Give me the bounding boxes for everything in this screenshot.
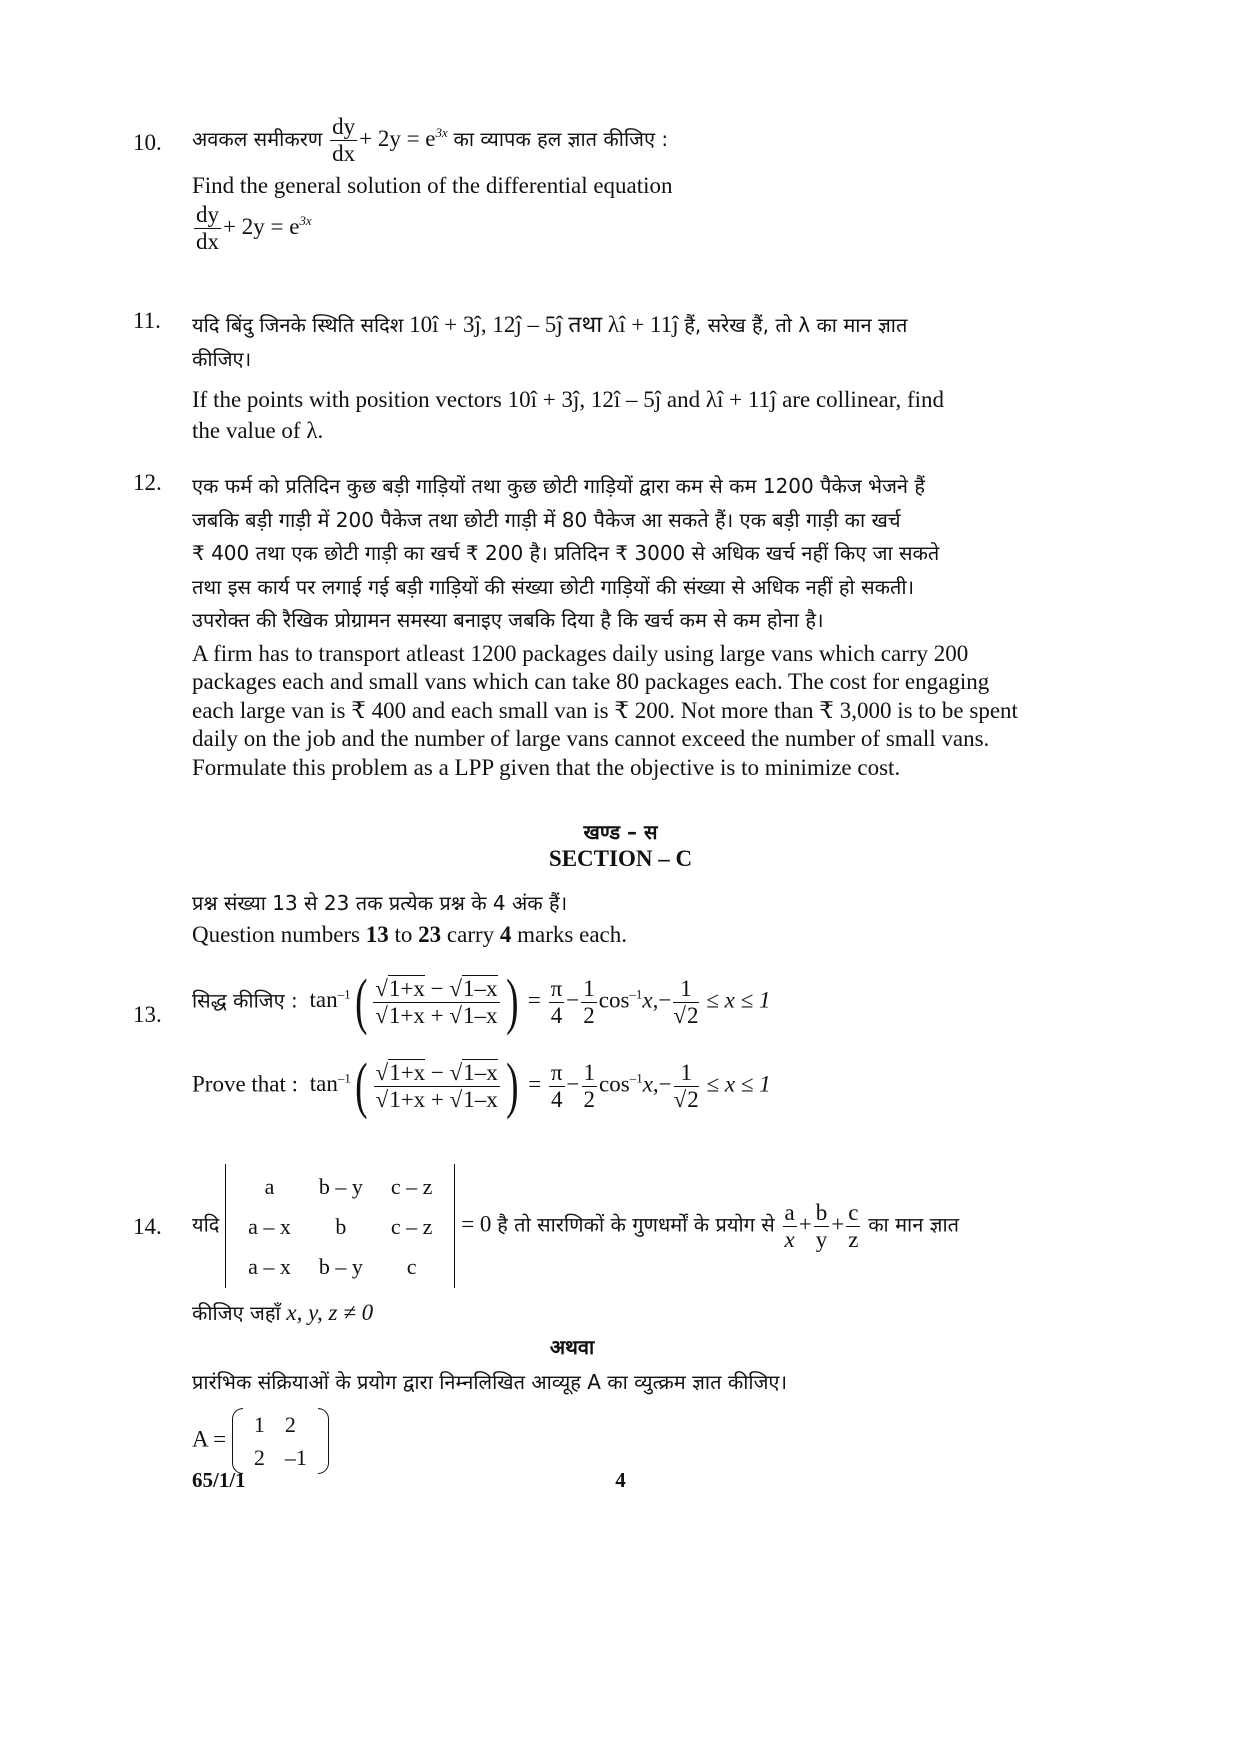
section-title: SECTION – C	[548, 846, 693, 871]
q11-english-line-2: the value of λ.	[192, 418, 324, 443]
q12-hindi-line: तथा इस कार्य पर लगाई गई बड़ी गाड़ियों की संख्या छोटी गाड़ियों की संख्या से अधिक नहीं हो सकती।	[192, 574, 915, 599]
q12-english-line: each large van is ₹ 400 and each small van is ₹ 200. Not more than ₹ 3,000 is to be spent	[192, 697, 1018, 723]
q12-hindi-line: एक फर्म को प्रतिदिन कुछ बड़ी गाड़ियों तथा कुछ छोटी गाड़ियों द्वारा कम से कम 1200 पैकेज भेजने हैं	[192, 474, 925, 498]
matrix-a: A = 1 2 2 –1	[192, 1408, 1052, 1474]
q12-english-line: daily on the job and the number of large vans cannot exceed the number of small vans.	[192, 726, 990, 751]
q11-hindi-line-2: कीजिए।	[192, 347, 252, 371]
q11-english-line-1: If the points with position vectors 10î + 3ĵ, 12î – 5ĵ and λî + 11ĵ are collinear, find	[192, 387, 945, 412]
q12-english-line: A firm has to transport atleast 1200 packages daily using large vans which carry 200	[192, 640, 969, 666]
marks-note-hindi: प्रश्न संख्या 13 से 23 तक प्रत्येक प्रश्न के 4 अंक हैं।	[192, 891, 568, 915]
q13-english-equation: Prove that : $\tan^{-1}$( $\frac{√1+x - √1-x}{√1+x + √1-x}$ ) = $\frac{\pi}{4}$ − $\frac{1}{2}$ $\cos^{-1}x,-$ $\frac{1}{√2}$ ≤ x ≤ 1	[192, 1052, 771, 1120]
question-number: 12.	[133, 470, 162, 495]
q10-equation: $\frac{dy}{dx}$ + $2y = e^{3x}$	[196, 202, 312, 254]
q12-english-line: Formulate this problem as a LPP given that the objective is to minimize cost.	[192, 754, 901, 780]
q12-hindi-line: जबकि बड़ी गाड़ी में 200 पैकेज तथा छोटी गाड़ी में 80 पैकेज आ सकते हैं। एक बड़ी गाड़ी का खर्च	[192, 507, 901, 532]
frac-den: dx	[332, 141, 356, 166]
question-number: 13.	[133, 1002, 162, 1027]
paper-code: 65/1/1	[192, 1468, 246, 1492]
question-number: 14.	[133, 1214, 162, 1239]
q12-english-line: packages each and small vans which can take 80 packages each. The cost for engaging	[192, 669, 990, 694]
section-title-hindi: खण्ड – स	[583, 820, 658, 844]
determinant: a b – y c – z a – x b c – z a – x b – y c	[225, 1164, 455, 1288]
q10-english-line: Find the general solution of the differential equation	[192, 173, 673, 198]
q13-hindi-equation: सिद्ध कीजिए : $\tan^{-1}$( $\frac{√1+x - √1-x}{√1+x + √1-x}$ ) = $\frac{\pi}{4}$ − $\frac{1}{2}$ $\cos^{-1}x,-$ $\frac{1}{√2}$ ≤ x ≤ 1	[192, 968, 771, 1036]
q14-determinant-line: यदि a b – y c – z a – x b c – z a – x b – y c = 0 है तो सारणिकों के गुणधर्मों के प्रयोग से $\frac{a}{x}$ + $\frac{b}{y}$ + $\frac{c}{z}$ का मान ज्ञात	[192, 1164, 1052, 1296]
q10-hindi-line: अवकल समीकरण $\frac{dy}{dx}$ + $2y = e^{3x}$ का व्यापक हल ज्ञात कीजिए :	[192, 114, 669, 166]
q14-alternative-question: प्रारंभिक संक्रियाओं के प्रयोग द्वारा निम्नलिखित आव्यूह A का व्युत्क्रम ज्ञात कीजिए।	[192, 1370, 788, 1394]
question-number: 11.	[133, 308, 161, 333]
q11-hindi-line-1: यदि बिंदु जिनके स्थिति सदिश 10î + 3ĵ, 12ĵ – 5ĵ तथा λî + 11ĵ हैं, सरेख हैं, तो λ का मान ज्ञात	[192, 312, 908, 337]
page-number: 4	[615, 1468, 626, 1492]
q12-hindi-line: ₹ 400 तथा एक छोटी गाड़ी का खर्च ₹ 200 है। प्रतिदिन ₹ 3000 से अधिक खर्च नहीं किए जा सकते	[192, 541, 940, 565]
marks-note: Question numbers 13 to 23 carry 4 marks each.	[192, 922, 627, 947]
q12-hindi-line: उपरोक्त की रैखिक प्रोग्रामन समस्या बनाइए जबकि दिया है कि खर्च कम से कम होना है।	[192, 608, 824, 632]
q14-condition-line: कीजिए जहाँ x, y, z ≠ 0	[192, 1300, 374, 1325]
or-separator: अथवा	[549, 1335, 595, 1359]
question-number: 10.	[133, 130, 162, 155]
